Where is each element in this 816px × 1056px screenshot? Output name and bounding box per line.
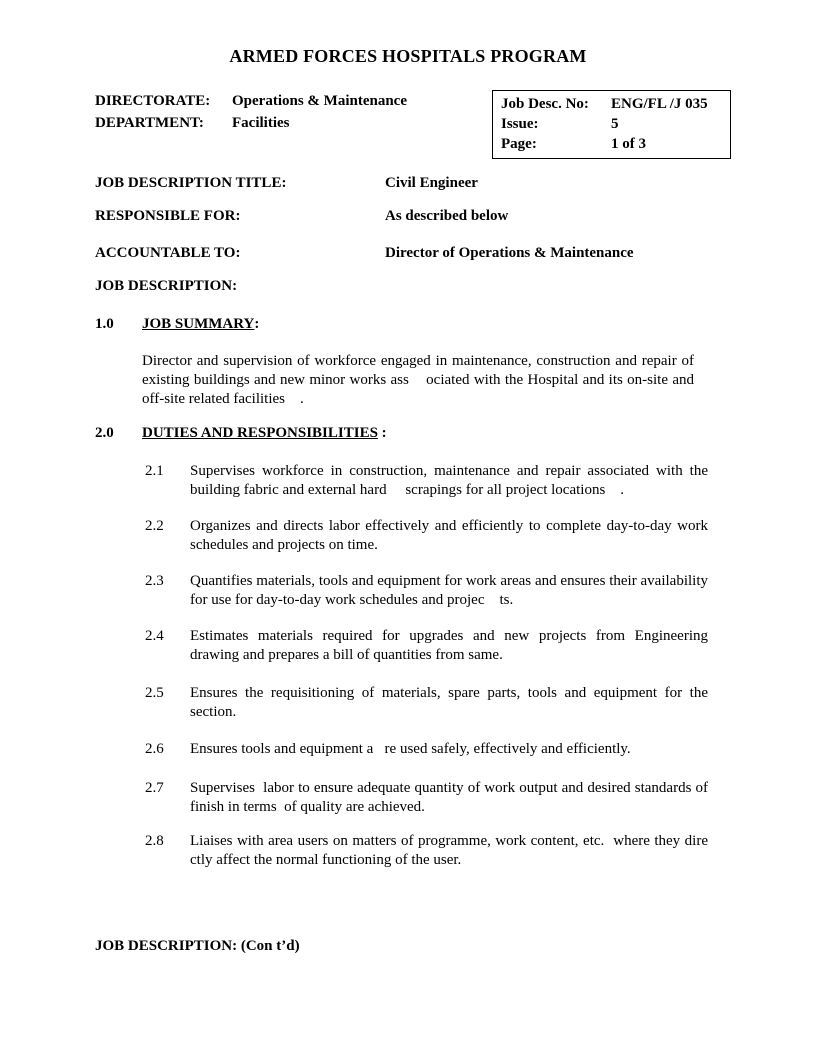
page-value: 1 of 3	[611, 136, 646, 152]
responsible-for-row	[95, 208, 508, 225]
duty-number: 2.3	[145, 573, 164, 589]
continuation-footer: JOB DESCRIPTION: (Con t’d)	[95, 938, 300, 954]
job-info-box	[492, 90, 731, 159]
duty-number: 2.6	[145, 741, 164, 757]
job-title-value: Civil Engineer	[385, 175, 478, 191]
duty-item-2-4	[145, 627, 712, 665]
duty-number: 2.2	[145, 518, 164, 534]
duty-text: Estimates materials required for upgrades and new projects from Engineering drawing and prepares a bill of quantities from same.	[190, 628, 712, 663]
duty-item-2-7	[145, 779, 712, 817]
duty-text: Quantifies materials, tools and equipment for work areas and ensures their availability for use for day-to-day work schedules and projec ts.	[190, 573, 712, 608]
directorate-block	[95, 90, 407, 134]
duty-number: 2.4	[145, 628, 164, 644]
duty-item-2-6	[145, 740, 708, 759]
duty-number: 2.8	[145, 833, 164, 849]
section-title: JOB SUMMARY	[142, 316, 255, 332]
page-title: ARMED FORCES HOSPITALS PROGRAM	[229, 46, 587, 66]
duty-item-2-5	[145, 684, 712, 722]
directorate-label: DIRECTORATE:	[95, 93, 211, 109]
job-title-row	[95, 175, 478, 192]
section-colon: :	[377, 425, 387, 441]
responsible-for-label: RESPONSIBLE FOR:	[95, 208, 241, 224]
duty-number: 2.7	[145, 780, 164, 796]
accountable-to-row	[95, 245, 634, 262]
job-summary-paragraph: Director and supervision of workforce engaged in maintenance, construction and repair of existing buildings and new minor works ass ociated with the Hospital and its on-site and off-site related facilities .	[142, 353, 698, 407]
section-duties-heading	[95, 425, 387, 442]
job-description-heading-row	[95, 278, 237, 295]
duty-text: Supervises workforce in construction, maintenance and repair associated with the building fabric and external hard scrapings for all project locations .	[190, 463, 712, 498]
job-desc-no-row	[501, 94, 722, 114]
section-title: DUTIES AND RESPONSIBILITIES	[142, 425, 378, 441]
department-row	[95, 112, 407, 134]
issue-row	[501, 114, 722, 134]
duty-text: Organizes and directs labor effectively and efficiently to complete day-to-day work schedules and projects on time.	[190, 518, 712, 553]
duty-text: Supervises labor to ensure adequate quantity of work output and desired standards of finish in terms of quality are achieved.	[190, 780, 712, 815]
directorate-value: Operations & Maintenance	[232, 93, 407, 109]
accountable-to-label: ACCOUNTABLE TO:	[95, 245, 241, 261]
accountable-to-value: Director of Operations & Maintenance	[385, 245, 634, 261]
section-number: 2.0	[95, 425, 114, 441]
duty-number: 2.1	[145, 463, 164, 479]
job-desc-no-value: ENG/FL /J 035	[611, 96, 708, 112]
duty-text: Ensures the requisitioning of materials, spare parts, tools and equipment for the section.	[190, 685, 712, 720]
duty-text: Ensures tools and equipment a re used safely, effectively and efficiently.	[190, 741, 631, 757]
duty-number: 2.5	[145, 685, 164, 701]
directorate-row	[95, 90, 407, 112]
department-value: Facilities	[232, 115, 290, 131]
duty-item-2-1	[145, 462, 712, 500]
page-row	[501, 134, 722, 154]
responsible-for-value: As described below	[385, 208, 509, 224]
issue-value: 5	[611, 116, 619, 132]
job-title-label: JOB DESCRIPTION TITLE:	[95, 175, 287, 191]
section-colon: :	[254, 316, 260, 332]
section-job-summary-heading	[95, 316, 259, 333]
duty-item-2-2	[145, 517, 712, 555]
section-number: 1.0	[95, 316, 114, 332]
duty-item-2-8	[145, 832, 712, 870]
duty-text: Liaises with area users on matters of programme, work content, etc. where they dire ctly affect the normal functioning of the user.	[190, 833, 712, 868]
page-label: Page:	[501, 136, 537, 152]
job-description-heading: JOB DESCRIPTION:	[95, 278, 238, 294]
department-label: DEPARTMENT:	[95, 115, 204, 131]
issue-label: Issue:	[501, 116, 539, 132]
job-desc-no-label: Job Desc. No:	[501, 96, 589, 112]
duty-item-2-3	[145, 572, 712, 610]
